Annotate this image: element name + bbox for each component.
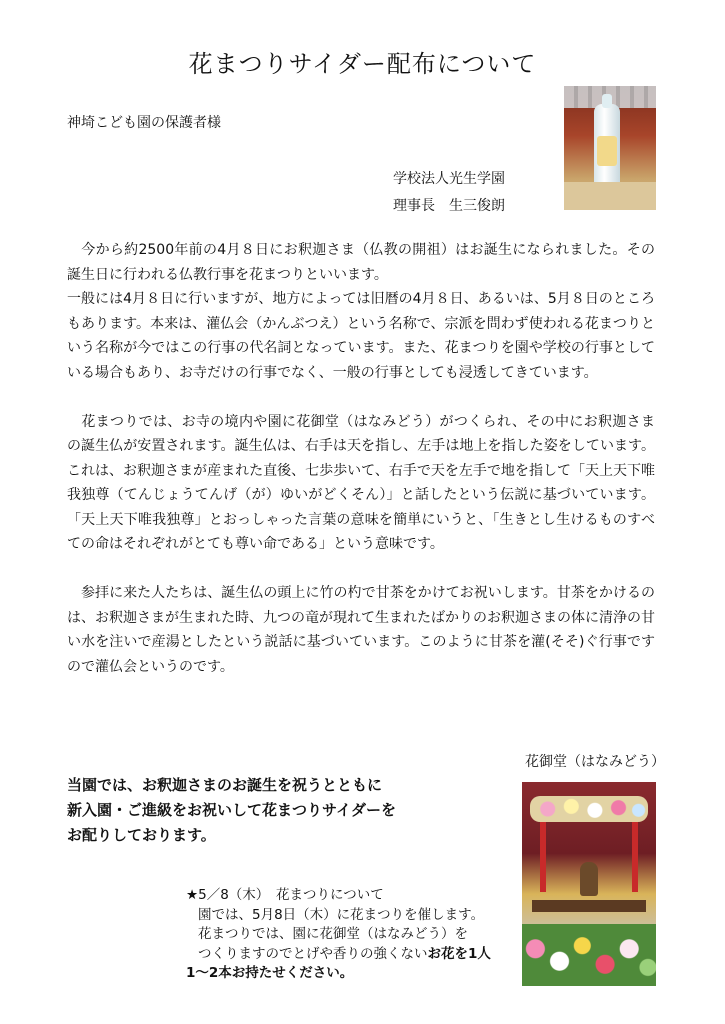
statue-base xyxy=(532,900,646,912)
paragraph-3: 花まつりでは、お寺の境内や園に花御堂（はなみどう）がつくられ、その中にお釈迦さまの誕生仏が安置されます。誕生仏は、右手は天を指し、左手は地上を指した姿をしています。これは、お釈迦さまが産まれた直後、七歩歩いて、右手で天を左手で地を指して「天上天下唯我独尊（てんじょうてんげ（が）ゆいがどくそん）」と話したという伝説に基づいています。「天上天下唯我独尊」とおっしゃった言葉の意味を簡単にいうと、「生きとし生けるものすべての命はそれぞれがとても尊い命である」という意味です。 xyxy=(67,413,655,552)
paragraph-2: 一般には4月８日に行いますが、地方によっては旧暦の4月８日、あるいは、5月８日のところもあります。本来は、灌仏会（かんぶつえ）という名称で、宗派を問わず使われる花まつりという名称が今ではこの行事の代名詞となっています。また、花まつりを園や学校の行事としている場合もあり、お寺だけの行事でなく、一般の行事としても浸透してきています。 xyxy=(67,291,655,381)
bottle-neck xyxy=(602,94,612,108)
event-line-4: 1～2本お持たせください。 xyxy=(186,965,354,981)
paragraph-4: 参拝に来た人たちは、誕生仏の頭上に竹の杓で甘茶をかけてお祝いします。甘茶をかけるのは、お釈迦さまが生まれた時、九つの竜が現れて生まれたばかりのお釈迦さまの体に清浄の甘い水を注いで産湯としたという説話に基づいています。このように甘茶を灌(そそ)ぐ行事ですので灌仏会というのです。 xyxy=(67,585,655,675)
cider-bottle-photo xyxy=(564,86,656,210)
notice-line-1: 当園では、お釈迦さまのお誕生を祝うとともに xyxy=(67,776,383,794)
right-pillar xyxy=(632,822,638,892)
event-line-1: 園では、5月8日（木）に花まつりを催します。 xyxy=(198,906,485,923)
flower-arrangement xyxy=(522,924,656,986)
event-line-3 xyxy=(186,945,491,965)
sender-block xyxy=(393,166,505,220)
left-pillar xyxy=(540,822,546,892)
notice-line-2: 新入園・ご進級をお祝いして花まつりサイダーを xyxy=(67,801,396,819)
event-line-3-bold: お花を1人 xyxy=(427,945,491,962)
paragraph-1: 今から約2500年前の4月８日にお釈迦さま（仏教の開祖）はお誕生になられました。その誕生日に行われる仏教行事を花まつりといいます。 xyxy=(67,242,655,283)
notice-block xyxy=(67,773,396,848)
event-block xyxy=(186,886,491,984)
bottle-label xyxy=(597,136,617,166)
sender-org: 学校法人光生学園 xyxy=(393,171,505,187)
notice-line-3: お配りしております。 xyxy=(67,826,216,844)
cardboard-box xyxy=(564,182,656,210)
hanamido-photo xyxy=(522,782,656,986)
cider-bottle xyxy=(594,104,620,192)
birth-buddha-statue xyxy=(580,862,598,896)
event-heading: ★5／8（木） 花まつりについて xyxy=(186,887,384,903)
page-title: 花まつりサイダー配布について xyxy=(188,50,537,78)
event-line-2: 花まつりでは、園に花御堂（はなみどう）を xyxy=(198,926,468,942)
addressee: 神埼こども園の保護者様 xyxy=(67,115,221,131)
sender-person: 理事長 生三俊朗 xyxy=(393,198,505,214)
photo-caption: 花御堂（はなみどう） xyxy=(525,754,665,770)
event-line-3-normal: つくりますのでとげや香りの強くない xyxy=(198,945,428,962)
flower-roof xyxy=(530,796,648,822)
body-text xyxy=(67,238,655,679)
